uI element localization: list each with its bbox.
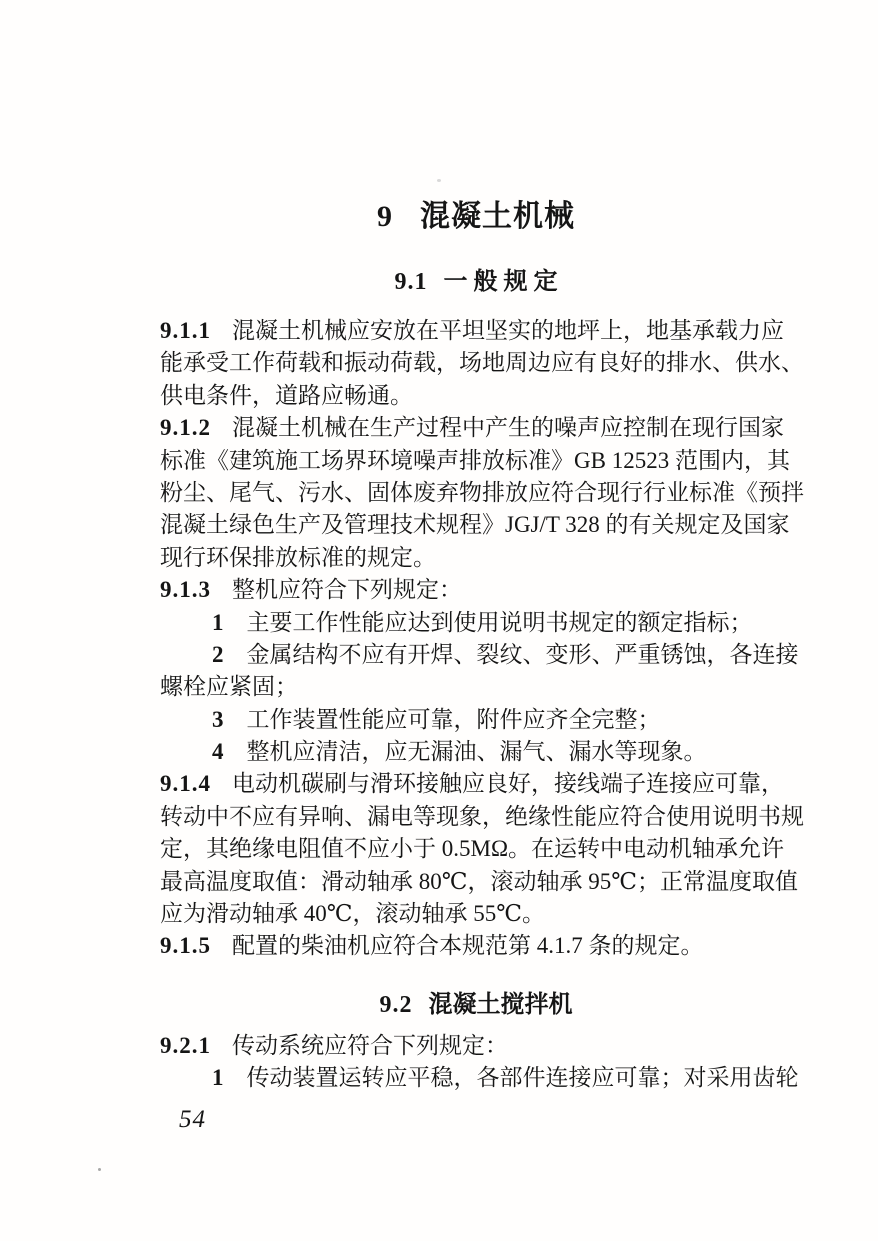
scan-artifact-dot: [98, 1168, 101, 1171]
clause-text: 配置的柴油机应符合本规范第 4.1.7 条的规定。: [232, 933, 704, 959]
item-text: 螺栓应紧固；: [160, 674, 298, 700]
clause-text: 供电条件，道路应畅通。: [160, 382, 413, 408]
clause-text: 电动机碳刷与滑环接触应良好，接线端子连接应可靠，: [232, 771, 784, 797]
clause-text: 标准《建筑施工场界环境噪声排放标准》GB 12523 范围内，其: [160, 447, 790, 473]
clause-text: 传动系统应符合下列规定：: [232, 1033, 508, 1058]
clause-line: [160, 671, 796, 703]
clause-line: [160, 315, 796, 347]
page-number: 54: [179, 1106, 206, 1133]
clause-text: 最高温度取值：滑动轴承 80℃，滚动轴承 95℃；正常温度取值: [160, 868, 798, 894]
list-item-line: [160, 639, 799, 671]
clause-text: 混凝土绿色生产及管理技术规程》JGJ/T 328 的有关规定及国家: [160, 512, 790, 538]
item-text: 传动装置运转应平稳，各部件连接应可靠；对采用齿轮: [246, 1065, 799, 1091]
item-text: 整机应清洁，应无漏油、漏气、漏水等现象。: [246, 739, 707, 765]
chapter-number: 9: [377, 200, 393, 233]
clause-text: 能承受工作荷载和振动荷载，场地周边应有良好的排水、供水、: [160, 350, 804, 376]
clause-text: 整机应符合下列规定：: [232, 577, 462, 603]
clause-text: 定，其绝缘电阻值不应小于 0.5MΩ。在运转中电动机轴承允许: [160, 836, 785, 862]
clause-line: [160, 574, 796, 606]
clause-line: [160, 477, 804, 509]
section-9-1-body: [160, 315, 804, 963]
clause-line: [160, 412, 796, 444]
list-item-line: [160, 607, 796, 639]
clause-line: [160, 768, 796, 800]
scan-artifact-smudge: [437, 179, 441, 182]
item-number: 1: [212, 609, 224, 635]
item-number: 3: [212, 706, 224, 732]
clause-line: [160, 347, 804, 379]
list-item-line: [160, 736, 796, 768]
clause-line: [160, 833, 796, 865]
clause-line: [160, 509, 796, 541]
clause-text: 现行环保排放标准的规定。: [160, 544, 436, 570]
clause-line: [160, 930, 796, 962]
list-item-line: [160, 704, 796, 736]
item-number: 2: [212, 641, 224, 667]
clause-number: 9.1.2: [160, 415, 211, 441]
chapter-title: [160, 191, 792, 235]
section-title-text: 一 般 规 定: [443, 269, 558, 295]
clause-line: [160, 380, 796, 412]
clause-text: 应为滑动轴承 40℃，滚动轴承 55℃。: [160, 901, 545, 927]
clause-text: 转动中不应有异响、漏电等现象，绝缘性能应符合使用说明书规: [160, 803, 804, 829]
clause-line: [160, 866, 796, 898]
clause-number: 9.1.5: [160, 933, 211, 959]
clause-text: 粉尘、尾气、污水、固体废弃物排放应符合现行行业标准《预拌: [160, 479, 804, 505]
clause-text: 混凝土机械应安放在平坦坚实的地坪上，地基承载力应: [232, 318, 784, 343]
section-9-2-body: [160, 1030, 799, 1095]
clause-text: 混凝土机械在生产过程中产生的噪声应控制在现行国家: [232, 415, 784, 441]
item-number: 1: [212, 1065, 224, 1091]
item-text: 主要工作性能应达到使用说明书规定的额定指标；: [246, 609, 753, 635]
item-text: 金属结构不应有开焊、裂纹、变形、严重锈蚀，各连接: [246, 641, 799, 667]
clause-number: 9.1.1: [160, 318, 211, 343]
section-title-text: 混凝土搅拌机: [428, 992, 573, 1018]
clause-line: [160, 542, 796, 574]
clause-line: [160, 898, 796, 930]
chapter-title-text: 混凝土机械: [420, 200, 575, 233]
section-heading-9-2: [160, 984, 792, 1019]
clause-line: [160, 801, 804, 833]
clause-number: 9.1.4: [160, 771, 211, 797]
list-item-line: [160, 1062, 799, 1094]
item-number: 4: [212, 739, 224, 765]
item-text: 工作装置性能应可靠，附件应齐全完整；: [246, 706, 661, 732]
section-heading-9-1: [160, 261, 792, 296]
clause-number: 9.2.1: [160, 1033, 211, 1058]
clause-number: 9.1.3: [160, 577, 211, 603]
section-number: 9.1: [394, 269, 428, 295]
clause-line: [160, 1030, 796, 1062]
section-number: 9.2: [379, 992, 413, 1018]
clause-line: [160, 445, 796, 477]
